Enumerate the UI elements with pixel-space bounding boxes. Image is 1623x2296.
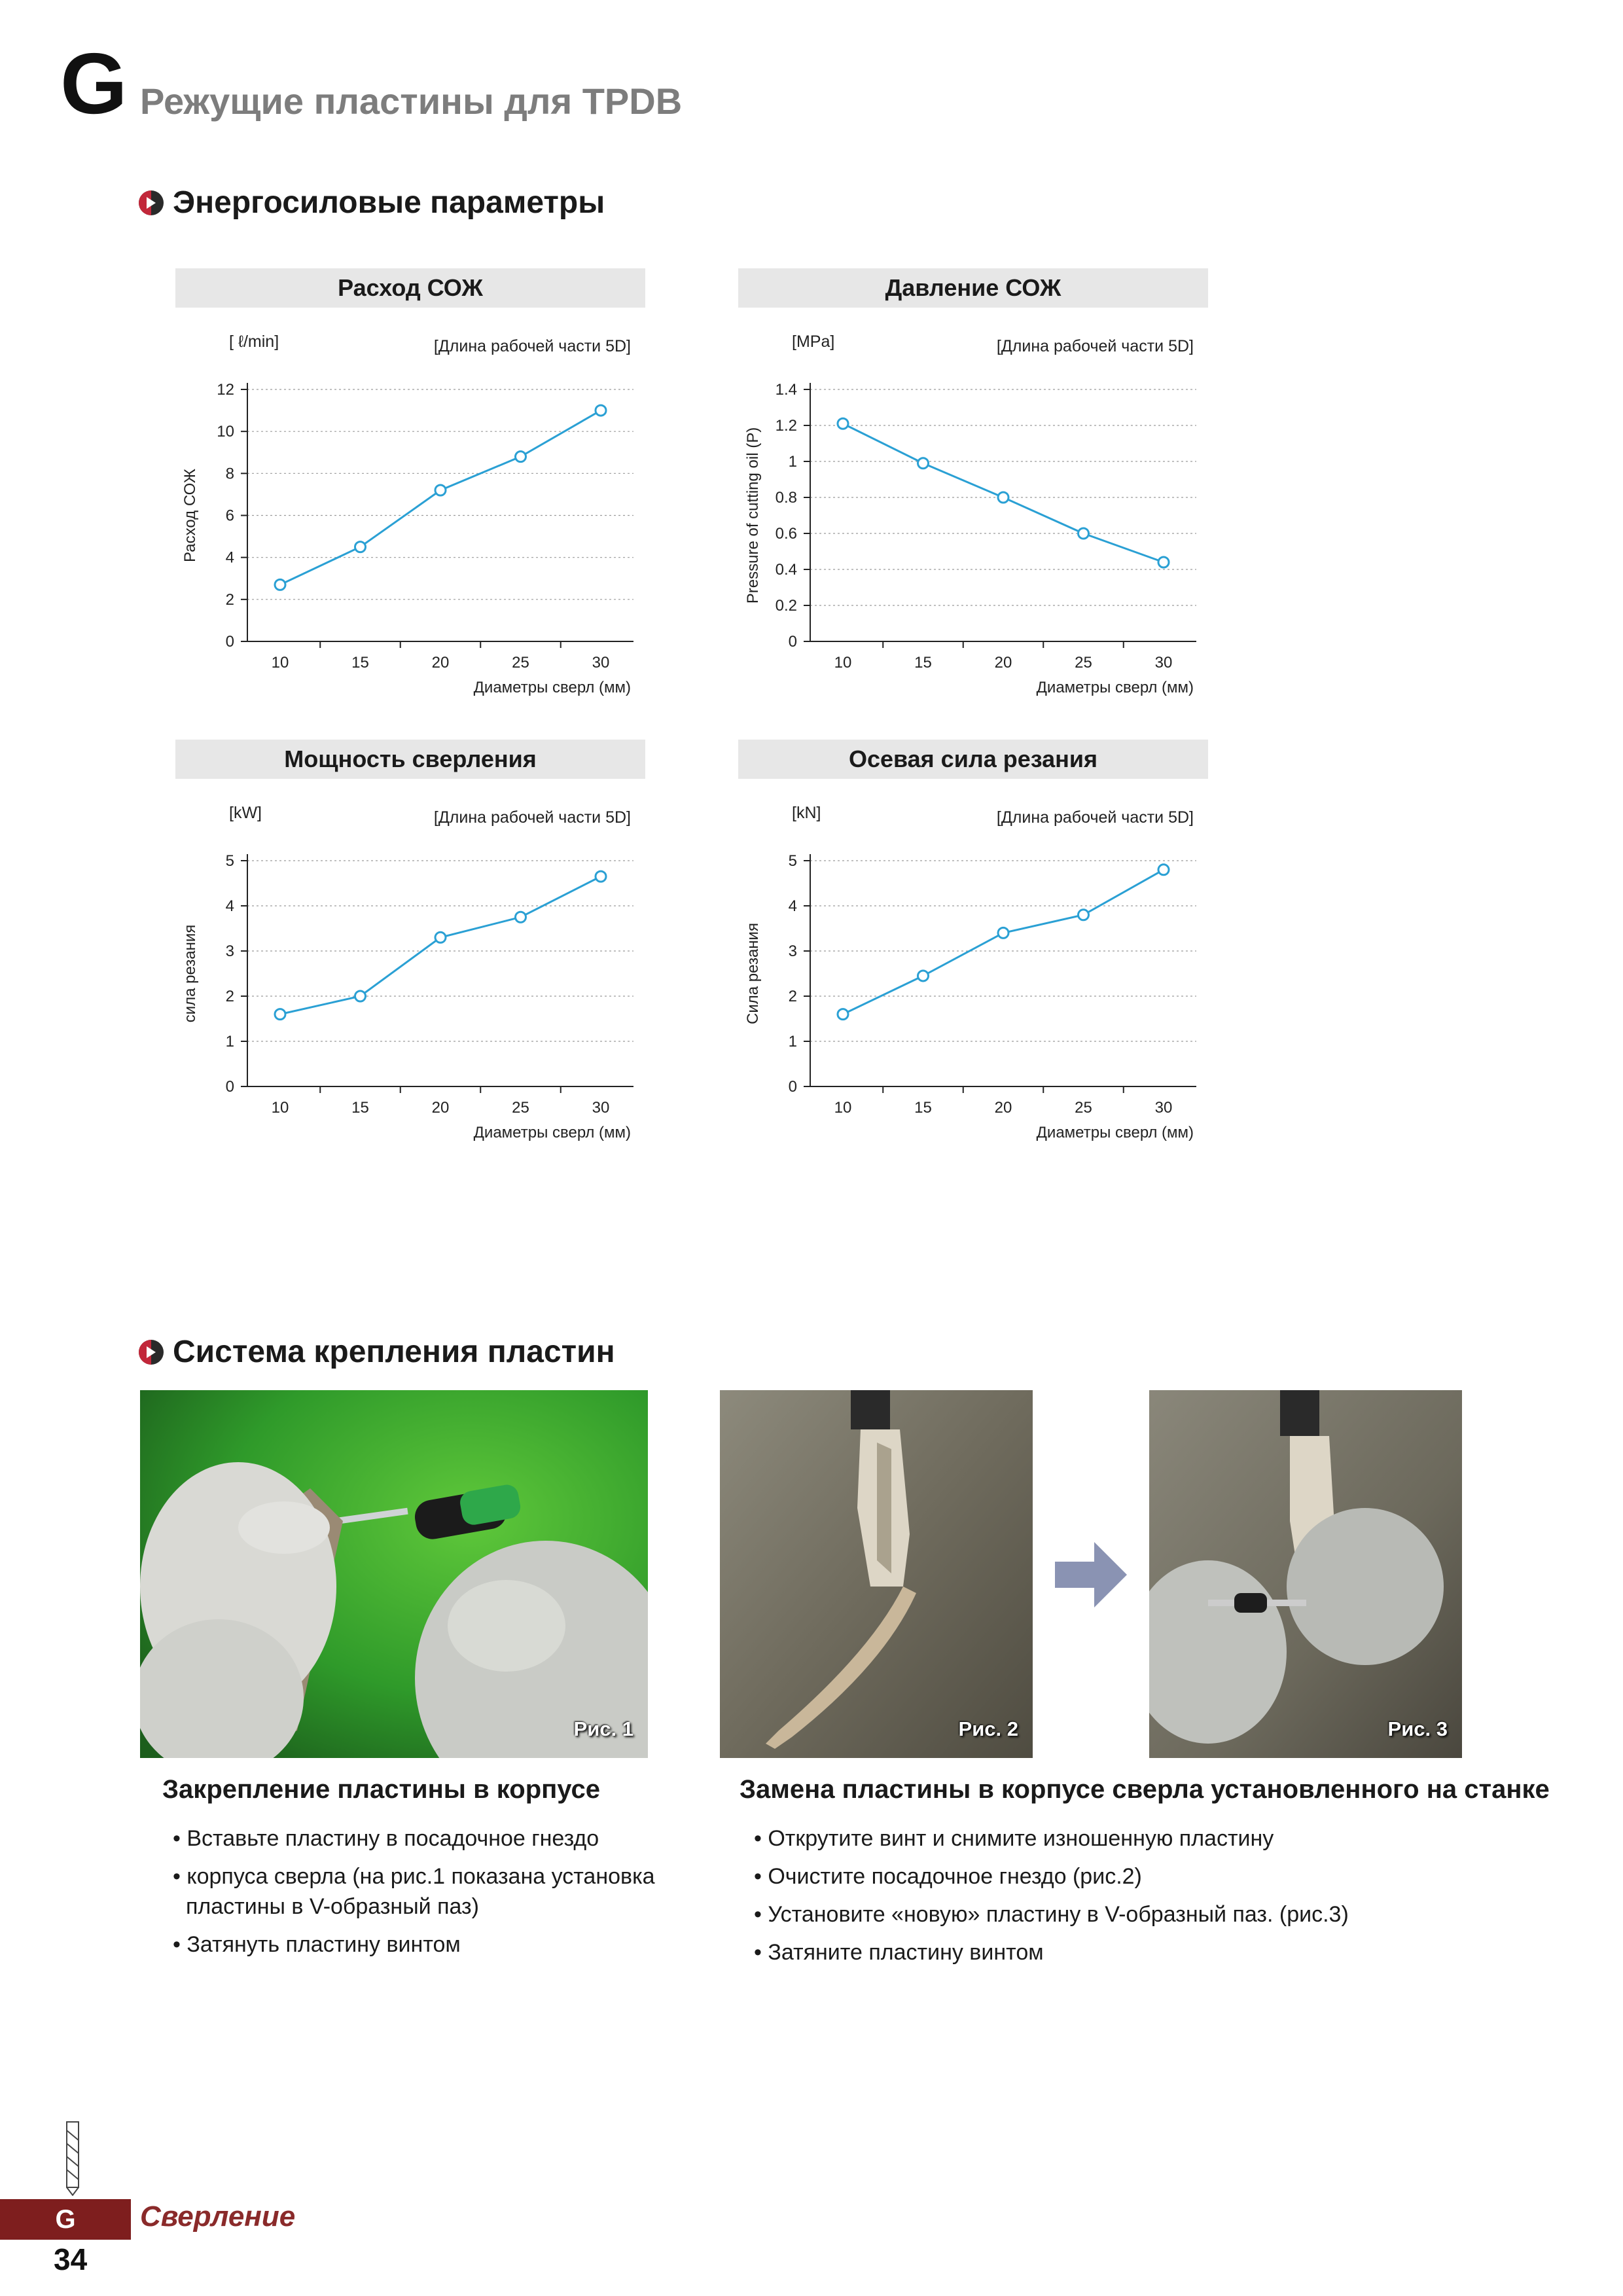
x-axis-label: Диаметры сверл (мм) — [473, 1124, 631, 1141]
data-point — [516, 912, 526, 922]
footer-chapter-badge: G — [0, 2199, 131, 2240]
chart-coolant-flow — [175, 268, 645, 717]
data-point — [1079, 910, 1089, 920]
data-point — [355, 991, 366, 1001]
photo-label: Рис. 1 — [573, 1717, 633, 1740]
bullet-item: • Вставьте пластину в посадочное гнездо — [173, 1826, 599, 1851]
y-tick-label: 2 — [225, 988, 234, 1005]
y-tick-label: 1 — [788, 1033, 797, 1050]
y-tick-label: 1.2 — [775, 417, 797, 435]
y-tick-label: 3 — [788, 942, 797, 960]
x-tick-label: 30 — [1154, 654, 1173, 672]
x-axis-label: Диаметры сверл (мм) — [1036, 679, 1194, 696]
y-tick-label: 1.4 — [775, 381, 797, 399]
x-tick-label: 30 — [592, 1099, 610, 1117]
y-tick-label: 0.4 — [775, 561, 797, 579]
series-line — [843, 870, 1164, 1014]
y-tick-label: 0.2 — [775, 597, 797, 615]
chart-svg — [175, 779, 645, 1158]
x-tick-label: 25 — [1075, 654, 1092, 672]
y-axis-label: Расход СОЖ — [181, 469, 199, 562]
data-point — [838, 1009, 848, 1020]
y-tick-label: 3 — [225, 942, 234, 960]
chart-note: [Длина рабочей части 5D] — [433, 337, 631, 355]
chart-title: Давление СОЖ — [738, 268, 1208, 308]
photo-1-illustration — [140, 1390, 648, 1758]
y-tick-label: 1 — [225, 1033, 234, 1050]
x-tick-label: 10 — [271, 1099, 289, 1117]
y-tick-label: 10 — [217, 423, 234, 441]
right-subtitle: Замена пластины в корпусе сверла установленного на станке — [740, 1775, 1550, 1804]
x-tick-label: 10 — [271, 654, 289, 672]
section-title-text: Энергосиловые параметры — [173, 185, 605, 220]
y-axis-label: Сила резания — [744, 923, 762, 1024]
x-tick-label: 10 — [834, 1099, 852, 1117]
section-arrow-icon — [139, 1340, 164, 1365]
y-tick-label: 4 — [225, 897, 234, 915]
photo-2 — [720, 1390, 1033, 1758]
chart-note: [Длина рабочей части 5D] — [433, 808, 631, 827]
y-tick-label: 4 — [788, 897, 797, 915]
y-tick-label: 8 — [225, 465, 234, 483]
data-point — [516, 452, 526, 462]
y-tick-label: 5 — [225, 852, 234, 870]
page-title: Режущие пластины для TPDB — [140, 81, 683, 122]
photo-2-illustration — [720, 1390, 1033, 1758]
data-point — [275, 1009, 285, 1020]
x-tick-label: 20 — [994, 1099, 1012, 1117]
x-tick-label: 20 — [431, 1099, 450, 1117]
section-title-clamping — [139, 1334, 615, 1370]
y-tick-label: 0 — [788, 633, 797, 651]
bullet-item: • Открутите винт и снимите изношенную пластину — [754, 1826, 1274, 1851]
y-tick-label: 0 — [225, 1078, 234, 1096]
chart-unit-label: [kW] — [229, 804, 262, 822]
drill-icon — [64, 2121, 81, 2196]
chart-note: [Длина рабочей части 5D] — [996, 808, 1194, 827]
series-line — [280, 876, 601, 1014]
x-tick-label: 25 — [1075, 1099, 1092, 1117]
chart-title: Расход СОЖ — [175, 268, 645, 308]
chart-svg — [738, 308, 1208, 713]
y-axis-label: сила резания — [181, 924, 199, 1023]
photo-label: Рис. 2 — [958, 1717, 1018, 1740]
chart-svg — [738, 779, 1208, 1158]
data-point — [596, 405, 606, 416]
left-bullets — [165, 1823, 702, 1967]
bullet-item: • Затянуть пластину винтом — [173, 1932, 461, 1957]
y-tick-label: 12 — [217, 381, 234, 399]
chart-unit-label: [MPa] — [792, 332, 835, 351]
data-point — [1079, 528, 1089, 539]
x-axis-label: Диаметры сверл (мм) — [473, 679, 631, 696]
x-tick-label: 20 — [431, 654, 450, 672]
data-point — [1158, 865, 1169, 875]
section-title-energy — [139, 185, 605, 221]
chart-axial-force — [738, 740, 1208, 1162]
section-title-text: Система крепления пластин — [173, 1335, 615, 1369]
page-number: 34 — [54, 2242, 88, 2276]
y-tick-label: 5 — [788, 852, 797, 870]
data-point — [596, 871, 606, 882]
x-tick-label: 10 — [834, 654, 852, 672]
chart-note: [Длина рабочей части 5D] — [996, 337, 1194, 355]
x-tick-label: 20 — [994, 654, 1012, 672]
x-tick-label: 15 — [914, 1099, 932, 1117]
data-point — [435, 932, 446, 942]
x-tick-label: 25 — [512, 1099, 529, 1117]
y-tick-label: 2 — [225, 590, 234, 609]
chart-unit-label: [ ℓ/min] — [229, 332, 279, 351]
bullet-item: • Установите «новую» пластину в V-образный паз. (рис.3) — [754, 1902, 1349, 1927]
left-subtitle: Закрепление пластины в корпусе — [162, 1775, 601, 1804]
x-tick-label: 15 — [914, 654, 932, 672]
data-point — [435, 485, 446, 495]
bullet-item: • Очистите посадочное гнездо (рис.2) — [754, 1864, 1142, 1889]
chart-coolant-pressure — [738, 268, 1208, 717]
arrow-right-icon — [1055, 1542, 1127, 1607]
data-point — [355, 542, 366, 552]
y-tick-label: 0.8 — [775, 489, 797, 507]
bullet-item: • Затяните пластину винтом — [754, 1940, 1044, 1965]
bullet-item: • корпуса сверла (на рис.1 показана установка пластины в V-образный паз) — [173, 1864, 655, 1919]
y-tick-label: 1 — [788, 453, 797, 471]
x-tick-label: 25 — [512, 654, 529, 672]
photo-3 — [1149, 1390, 1462, 1758]
data-point — [1158, 557, 1169, 567]
chart-title: Осевая сила резания — [738, 740, 1208, 779]
y-axis-label: Pressure of cutting oil (P) — [744, 427, 762, 604]
data-point — [998, 927, 1008, 938]
data-point — [998, 492, 1008, 503]
section-arrow-icon — [139, 190, 164, 215]
y-tick-label: 0.6 — [775, 525, 797, 543]
y-tick-label: 0 — [225, 633, 234, 651]
right-bullets — [746, 1823, 1466, 1975]
photo-1 — [140, 1390, 648, 1758]
y-tick-label: 4 — [225, 548, 234, 567]
y-tick-label: 0 — [788, 1078, 797, 1096]
x-tick-label: 15 — [351, 654, 369, 672]
y-tick-label: 6 — [225, 507, 234, 525]
series-line — [280, 410, 601, 584]
data-point — [918, 458, 929, 469]
x-axis-label: Диаметры сверл (мм) — [1036, 1124, 1194, 1141]
x-tick-label: 15 — [351, 1099, 369, 1117]
chart-drilling-power — [175, 740, 645, 1162]
x-tick-label: 30 — [592, 654, 610, 672]
x-tick-label: 30 — [1154, 1099, 1173, 1117]
y-tick-label: 2 — [788, 988, 797, 1005]
data-point — [275, 579, 285, 590]
photo-label: Рис. 3 — [1387, 1717, 1448, 1740]
chapter-letter: G — [60, 35, 128, 132]
chart-unit-label: [kN] — [792, 804, 821, 822]
footer-section-name: Сверление — [140, 2200, 296, 2233]
photo-3-illustration — [1149, 1390, 1462, 1758]
data-point — [838, 418, 848, 429]
chart-title: Мощность сверления — [175, 740, 645, 779]
data-point — [918, 971, 929, 981]
chart-svg — [175, 308, 645, 713]
